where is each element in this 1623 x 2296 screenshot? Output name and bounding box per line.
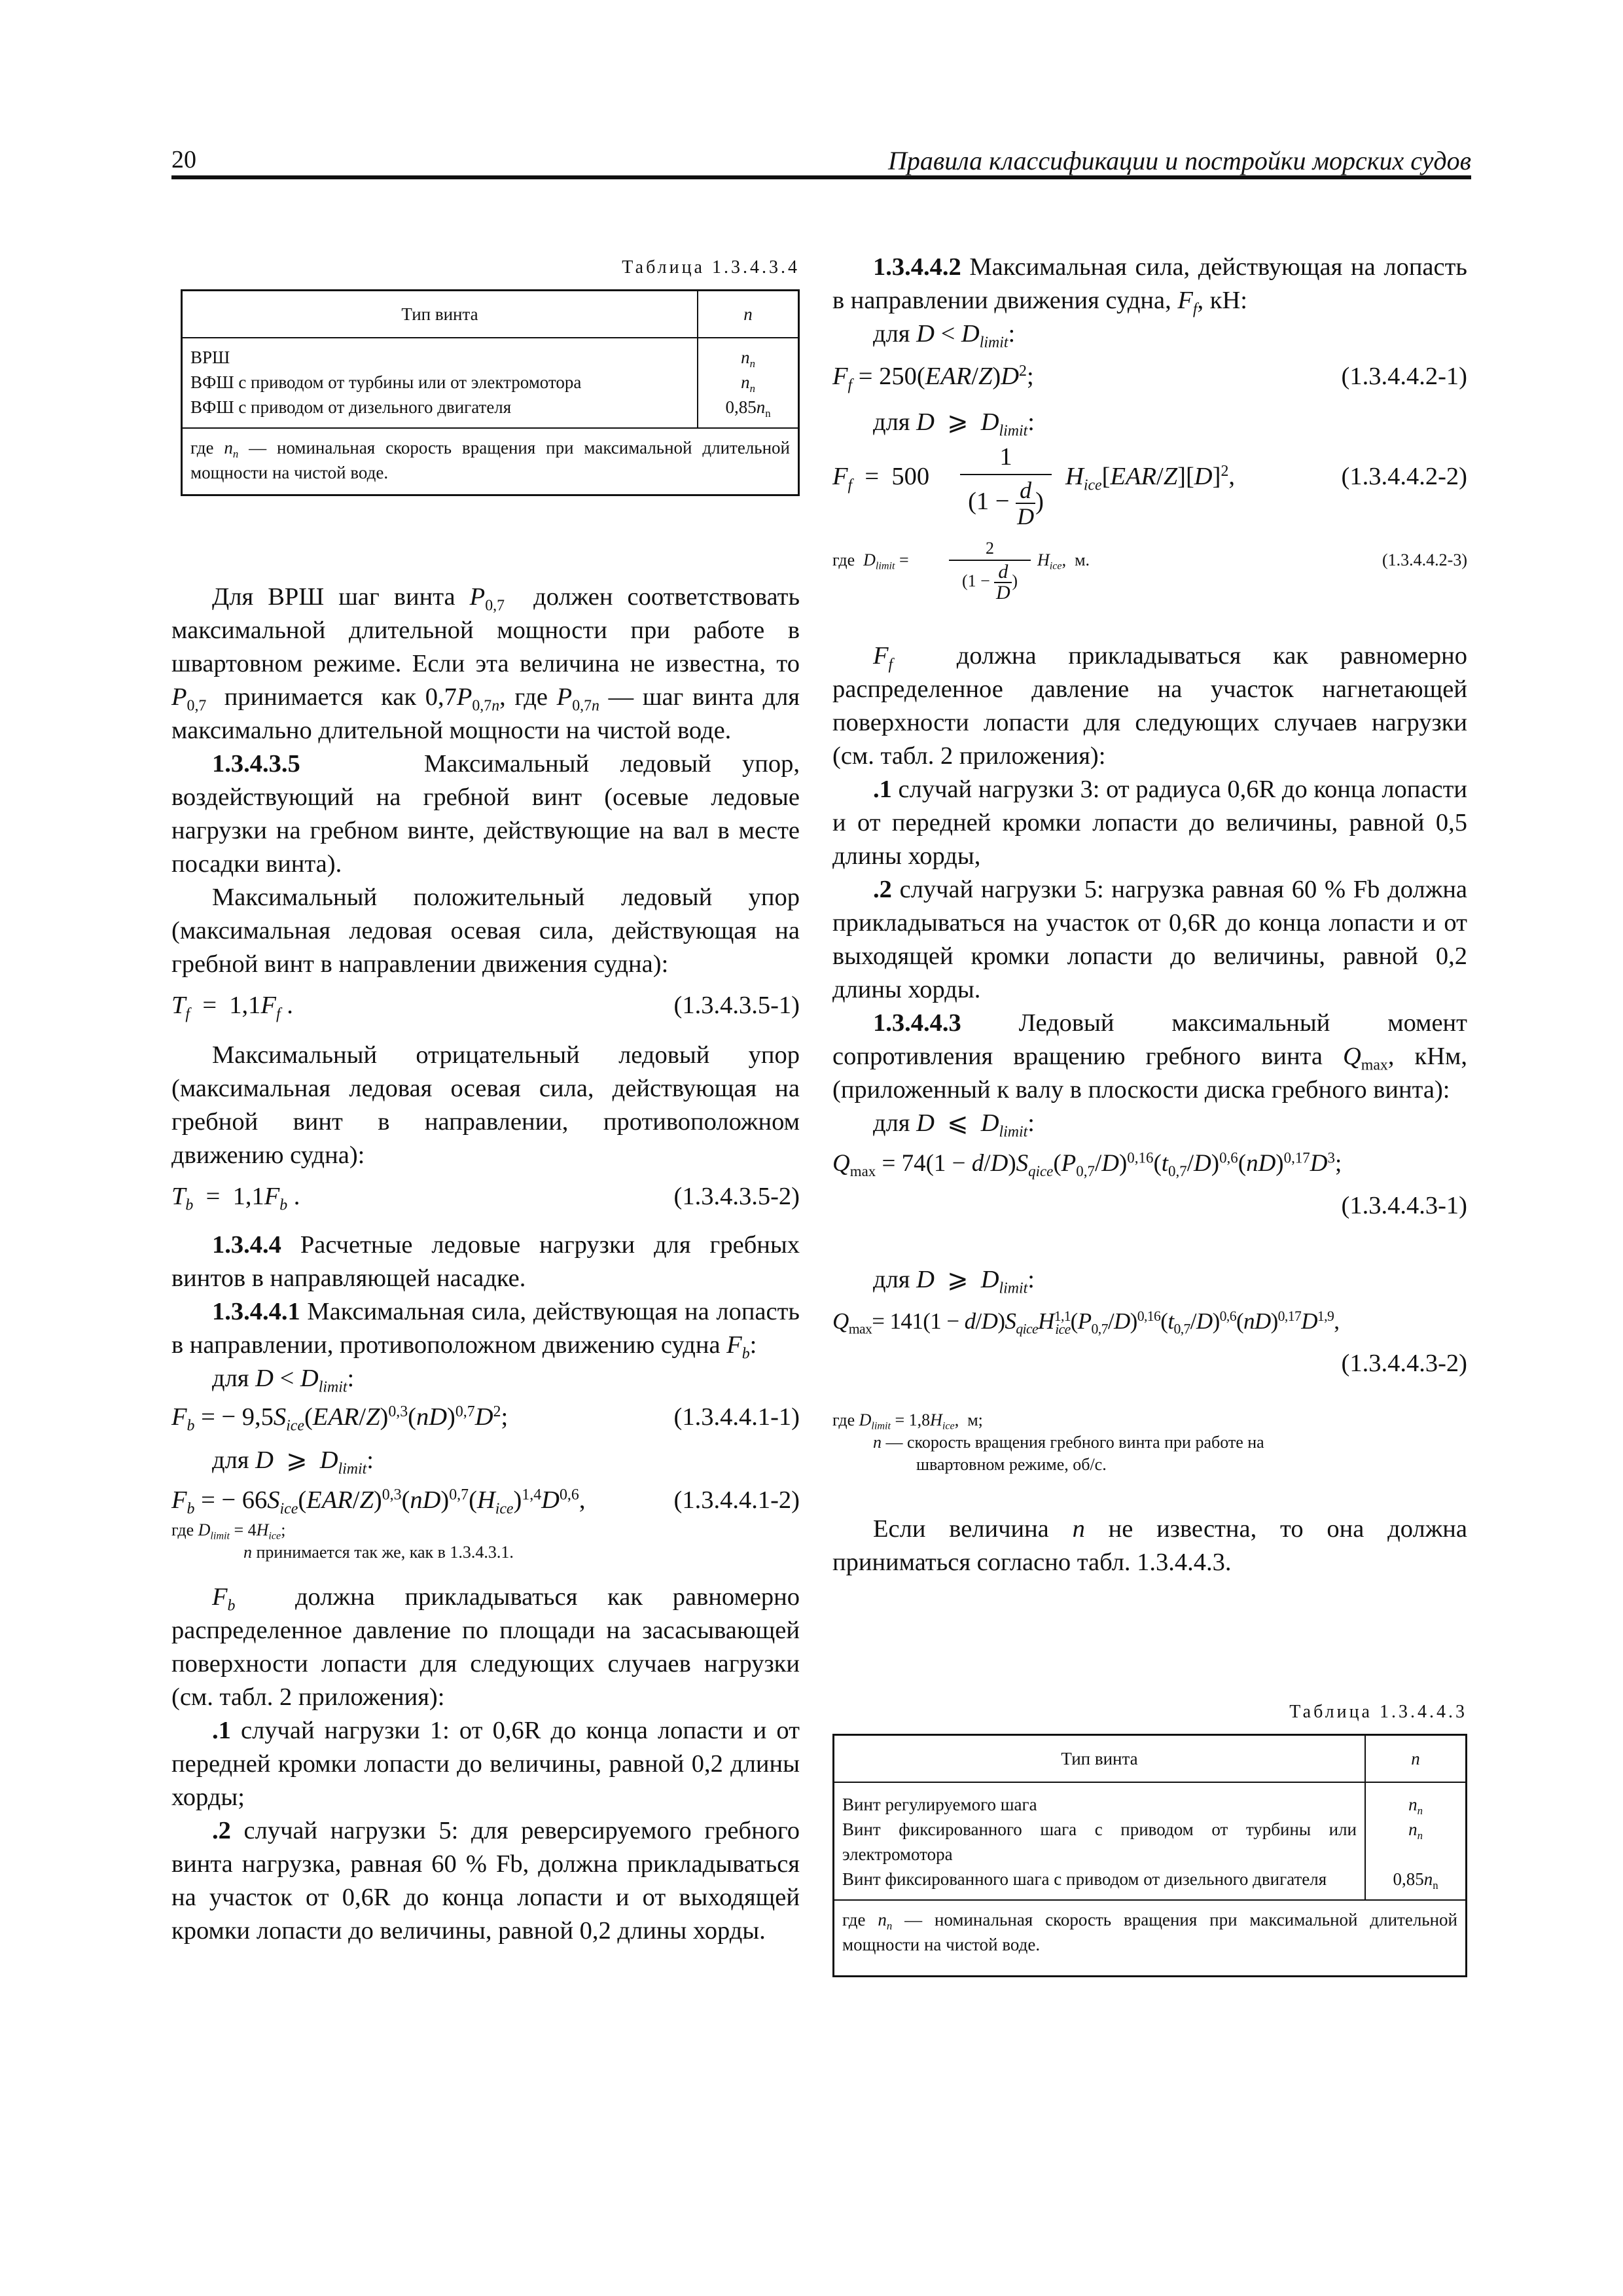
formula-label: (1.3.4.3.5-2) — [673, 1183, 800, 1210]
table-1-row-n: $n_n$ — [741, 372, 755, 395]
condition-d-less: для $D < D_{limit}$: — [212, 1365, 355, 1396]
page-number: 20 — [171, 146, 196, 173]
section-1-3-4-3-5: 1.3.4.3.5 Максимальный ледовый упор, воздействующий на гребной винт (осевые ледовые нагрузки на гребном винте, действующие на вал в месте посадки винта). — [171, 750, 800, 878]
condition-d-greater: для D ⩾ $D_{limit}$: — [873, 408, 1035, 440]
section-1-3-4-4-2: 1.3.4.4.2 Максимальная сила, действующая на лопасть в направлении движения судна, $F_f$, кН: — [832, 253, 1467, 318]
table-1-caption: Таблица 1.3.4.3.4 — [622, 257, 800, 278]
table-1-header-type: Тип винта — [182, 291, 698, 338]
formula-1-3-4-4-2-3: где $D_{limit}$ = 2 (1 − $\frac{d}{D}$ ) $H_{ice}$, м. (1.3.4.4.2-3) — [832, 539, 1467, 603]
table-2-header-type: Тип винта — [834, 1735, 1366, 1783]
running-header: Правила классификации и постройки морских судов — [887, 146, 1471, 175]
formula-1-3-4-4-3-1: $Q_{max} = 74(1 - d/D)S_{qice}(P_{0,7}/D)^{0,16}(t_{0,7}/D)^{0,6}(nD)^{0,17}D^3$; — [832, 1149, 1342, 1180]
load-case-1-right: .1 случай нагрузки 3: от радиуса 0,6R до конца лопасти и от передней кромки лопасти до величины, равной 0,5 длины хорды, — [832, 776, 1467, 870]
table-2-grid — [832, 1734, 1467, 1977]
formula-1-3-4-3-5-1: $T_f = 1,1F_f$ . (1.3.4.3.5-1) — [171, 989, 800, 1032]
paragraph-positive-thrust: Максимальный положительный ледовый упор (максимальная ледовая осевая сила, действующая на гребной винт в направлении движения судна): — [171, 884, 800, 978]
paragraph-negative-thrust: Максимальный отрицательный ледовый упор (максимальная ледовая осевая сила, действующая на гребной винт в направлении, противоположном движению судна): — [171, 1041, 800, 1169]
formula-label: (1.3.4.4.1-1) — [673, 1403, 800, 1431]
paragraph-fb-distribution: $F_b$ должна прикладываться как равномерно распределенное давление по площади на засасывающей поверхности лопасти для следующих случаев нагрузки (см. табл. 2 приложения): — [171, 1583, 800, 1711]
formula-label: (1.3.4.4.3-1) — [1341, 1192, 1467, 1219]
where-line: где $D_{limit} = 4H_{ice}$; — [171, 1520, 286, 1542]
where-note-left — [171, 1519, 800, 1564]
condition-d-greater: для D ⩾ $D_{limit}$: — [212, 1446, 374, 1478]
where-line: где $D_{limit} = 1,8H_{ice}$, м; — [832, 1410, 983, 1432]
table-2-note: где $n_n$ — номинальная скорость вращения при максимальной длительной мощности на чистой воде. — [834, 1900, 1467, 1977]
table-2-types — [834, 1782, 1366, 1900]
paragraph-n-unknown: Если величина n не известна, то она должна приниматься согласно табл. 1.3.4.4.3. — [832, 1515, 1468, 1576]
table-1 — [181, 251, 800, 496]
where-note-right — [832, 1409, 1467, 1476]
section-1-3-4-4-3: 1.3.4.4.3 Ледовый максимальный момент сопротивления вращению гребного винта $Q_{max}$, кНм, (приложенный к валу в плоскости диска гребного винта): — [832, 1009, 1467, 1103]
where-line: швартовном режиме, об/с. — [916, 1455, 1107, 1474]
load-case-2-left: .2 случай нагрузки 5: для реверсируемого гребного винта нагрузка, равная 60 % Fb, должна прикладываться на участок от 0,6R до конца лопасти и от выходящей кромки лопасти до величины, равной 0,2 длины хорды. — [171, 1817, 800, 1945]
condition-d-greater-2: для D ⩾ $D_{limit}$: — [873, 1266, 1035, 1297]
where-line: n — скорость вращения гребного винта при работе на — [873, 1433, 1264, 1452]
table-1-header-n: n — [698, 291, 799, 338]
table-2 — [832, 1695, 1467, 1977]
section-1-3-4-4-1: 1.3.4.4.1 Максимальная сила, действующая на лопасть в направлении, противоположном движению судна $F_b$: — [171, 1298, 800, 1363]
formula-1-3-4-4-1-2: $F_b$ = − $66S_{ice}(EAR/Z)^{0,3}(nD)^{0,7}(H_{ice})^{1,4}D^{0,6}$, (1.3.4.4.1-2) — [171, 1484, 800, 1519]
table-1-grid — [181, 289, 800, 496]
table-2-row-type: Винт фиксированного шага с приводом от турбины или электромотора — [842, 1820, 1357, 1864]
formula-label: (1.3.4.3.5-1) — [673, 992, 800, 1019]
condition-d-less: для $D < D_{limit}$: — [873, 320, 1016, 351]
formula-label: (1.3.4.4.3-2) — [1341, 1350, 1467, 1377]
header-rule — [171, 175, 1471, 179]
table-2-row-n: $n_n$ — [1408, 1820, 1423, 1842]
table-2-row-type: Винт регулируемого шага — [842, 1795, 1037, 1814]
paragraph-ff-distribution: $F_f$ должна прикладываться как равномерно распределенное давление на участок нагнетающей поверхности лопасти для следующих случаев нагрузки (см. табл. 2 приложения): — [832, 642, 1467, 770]
load-case-1-left: .1 случай нагрузки 1: от 0,6R до конца лопасти и от передней кромки лопасти до величины, равной 0,2 длины хорды; — [171, 1717, 800, 1811]
table-1-row-type: ВФШ с приводом от дизельного двигателя — [190, 397, 512, 417]
formula-1-3-4-4-2-2: $F_f = 500$ 1 (1 − $\frac{d}{D}$ ) $H_{ice}[EAR/Z][D]^2$, (1.3.4.4.2-2) — [832, 440, 1467, 526]
condition-d-less-equal: для D ⩽ $D_{limit}$: — [873, 1109, 1035, 1141]
table-2-row-n: $n_n$ — [1408, 1795, 1423, 1817]
formula-1-3-4-4-2-1: $F_f = 250(EAR/Z)D^2$; (1.3.4.4.2-1) — [832, 360, 1467, 406]
table-2-values — [1365, 1782, 1467, 1900]
formula-1-3-4-4-1-1: $F_b$ = − $9,5S_{ice}(EAR/Z)^{0,3}(nD)^{0,7}D^2$; (1.3.4.4.1-1) — [171, 1401, 800, 1441]
formula-label: (1.3.4.4.2-1) — [1341, 363, 1467, 390]
where-line: n принимается так же, как в 1.3.4.3.1. — [243, 1543, 514, 1562]
table-1-types — [182, 338, 698, 428]
table-1-row-type: ВРШ — [190, 348, 230, 367]
formula-label: (1.3.4.4.2-2) — [1341, 463, 1467, 490]
formula-1-3-4-3-5-2: $T_b = 1,1F_b$ . (1.3.4.3.5-2) — [171, 1180, 800, 1223]
table-1-row-n: $0,85n_n$ — [725, 397, 771, 420]
table-2-header-n: n — [1365, 1735, 1467, 1783]
formula-label: (1.3.4.4.2-3) — [1382, 550, 1467, 569]
paragraph-vrsh-pitch: Для ВРШ шаг винта $P_{0,7}$ должен соответствовать максимальной длительной мощности при работе в швартовном режиме. Если эта величина не известна, то $P_{0,7}$ принимается как $0,7P_{0,7n}$, где $P_{0,7n}$ — шаг винта для максимально длительной мощности на чистой воде. — [171, 583, 800, 744]
formula-label: (1.3.4.4.1-2) — [673, 1486, 800, 1514]
table-1-values — [698, 338, 799, 428]
section-1-3-4-4: 1.3.4.4 Расчетные ледовые нагрузки для гребных винтов в направляющей насадке. — [171, 1231, 800, 1292]
load-case-2-right: .2 случай нагрузки 5: нагрузка равная 60 % Fb должна прикладываться на участок от 0,6R до конца лопасти и от выходящей кромки лопасти до величины, равной 0,2 длины хорды. — [832, 876, 1468, 1003]
table-2-caption: Таблица 1.3.4.4.3 — [1289, 1702, 1467, 1722]
table-1-row-n: $n_n$ — [741, 348, 755, 370]
table-2-row-n: $0,85n_n$ — [1393, 1869, 1438, 1892]
table-2-row-type: Винт фиксированного шага с приводом от дизельного двигателя — [842, 1869, 1327, 1889]
table-1-note: где $n_n$ — номинальная скорость вращения при максимальной длительной мощности на чистой воде. — [182, 428, 799, 495]
table-1-row-type: ВФШ с приводом от турбины или от электромотора — [190, 372, 582, 392]
formula-1-3-4-4-3-2: $Q_{max}= 141(1 - d/D)S_{qice}H^{1,1}_{ice}(P_{0,7}/D)^{0,16}(t_{0,7}/D)^{0,6}(nD)^{0,17}D^{1,9}$, — [832, 1308, 1340, 1337]
